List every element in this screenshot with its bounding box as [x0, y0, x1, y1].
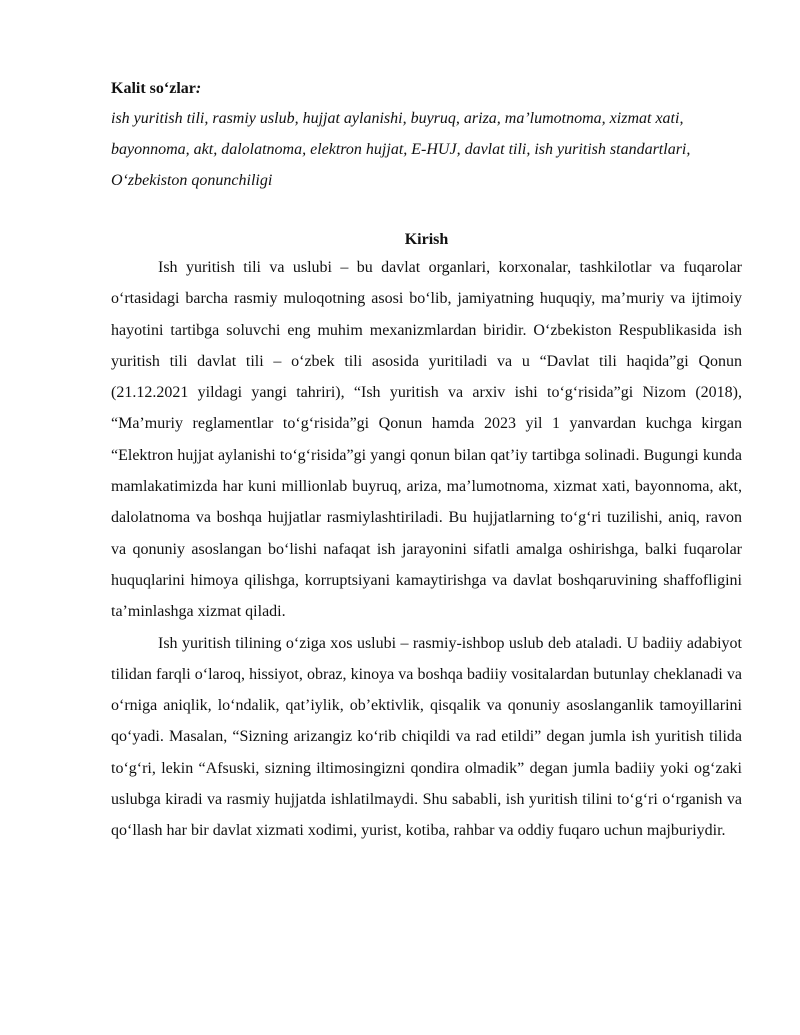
section-heading: Kirish: [404, 231, 449, 248]
keywords-title-text: Kalit soʻzlar: [111, 80, 196, 97]
document-page: [111, 74, 742, 847]
paragraph-2: Ish yuritish tilining oʻziga xos uslubi – rasmiy-ishbop uslub deb ataladi. U badiiy adabiyot tilidan farqli oʻlaroq, hissiyot, obraz, kinoya va boshqa badiiy vositalardan butunlay cheklanadi va oʻrniga aniqlik, loʻndalik, qatʼiylik, obʼektivlik, qisqalik va qonuniy asoslanganlik tamoyillarini qoʻyadi. Masalan, “Sizning arizangiz koʻrib chiqildi va rad etildi” degan jumla ish yuritish tilida toʻgʻri, lekin “Afsuski, sizning iltimosingizni qondira olmadik” degan jumla badiiy yoki ogʻzaki uslubga kiradi va rasmiy hujjatda ishlatilmaydi. Shu sababli, ish yuritish tilini toʻgʻri oʻrganish va qoʻllash har bir davlat xizmati xodimi, yurist, kotiba, rahbar va oddiy fuqaro uchun majburiydir.: [111, 634, 742, 840]
keywords-list: ish yuritish tili, rasmiy uslub, hujjat aylanishi, buyruq, ariza, maʼlumotnoma, xizmat xati, bayonnoma, akt, dalolatnoma, elektron hujjat, E-HUJ, davlat tili, ish yuritish standartlari, Oʻzbekiston qonunchiligi: [111, 110, 691, 189]
keywords-title-colon: :: [195, 80, 202, 97]
paragraph-1: Ish yuritish tili va uslubi – bu davlat organlari, korxonalar, tashkilotlar va fuqarolar oʻrtasidagi barcha rasmiy muloqotning asosi boʻlib, jamiyatning huquqiy, maʼmuriy va ijtimoiy hayotini tartibga soluvchi eng muhim mexanizmlardan biridir. Oʻzbekiston Respublikasida ish yuritish tili davlat tili – oʻzbek tili asosida yuritiladi va u “Davlat tili haqida”gi Qonun (21.12.2021 yildagi yangi tahriri), “Ish yuritish va arxiv ishi toʻgʻrisida”gi Nizom (2018), “Maʼmuriy reglamentlar toʻgʻrisida”gi Qonun hamda 2023 yil 1 yanvardan kuchga kirgan “Elektron hujjat aylanishi toʻgʻrisida”gi yangi qonun bilan qatʼiy tartibga solinadi. Bugungi kunda mamlakatimizda har kuni millionlab buyruq, ariza, maʼlumotnoma, xizmat xati, bayonnoma, akt, dalolatnoma va boshqa hujjatlar rasmiylashtiriladi. Bu hujjatlarning toʻgʻri tuzilishi, aniq, ravon va qonuniy asoslangan boʻlishi nafaqat ish jarayonini sifatli amalga oshirishga, balki fuqarolar huquqlarini himoya qilishga, korruptsiyani kamaytirishga va davlat boshqaruvining shaffofligini taʼminlashga xizmat qiladi.: [111, 259, 742, 621]
keywords-title: [111, 74, 742, 103]
